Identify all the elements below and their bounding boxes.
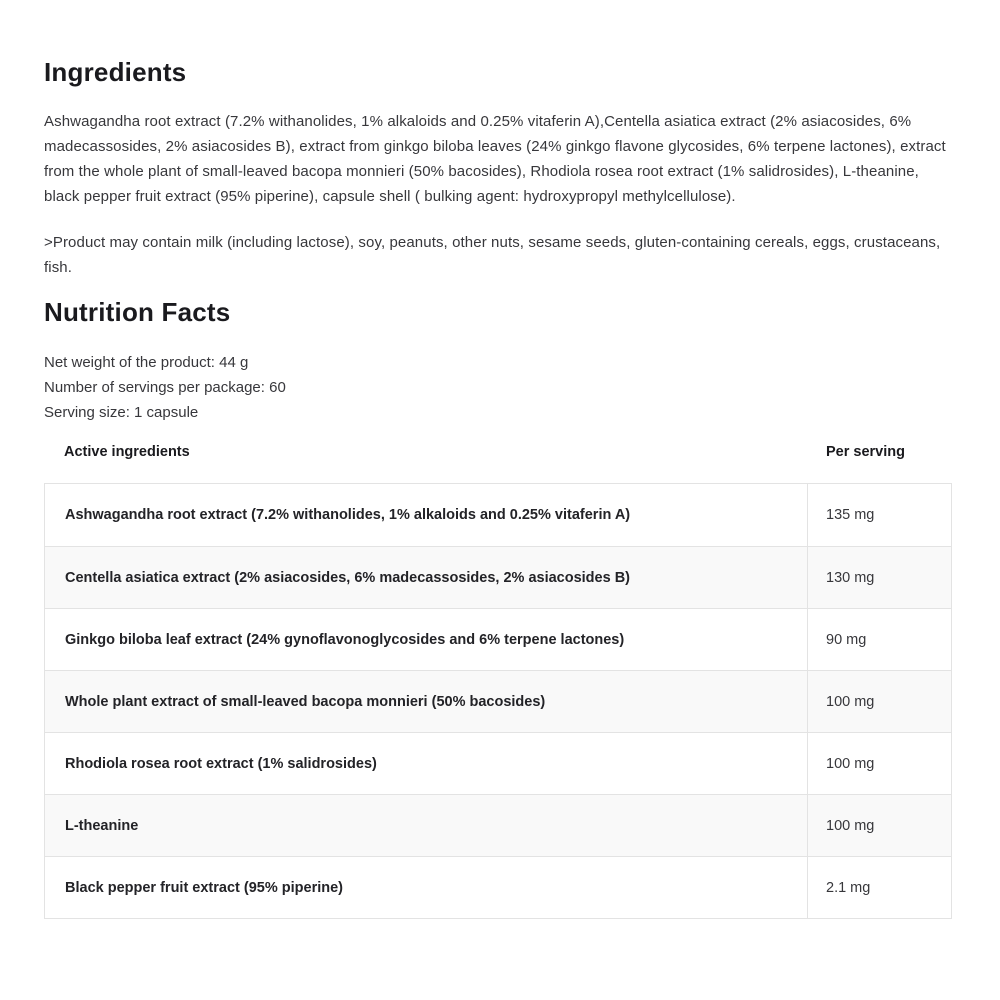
servings-per-package-line: Number of servings per package: 60 — [44, 379, 286, 396]
serving-size-line: Serving size: 1 capsule — [44, 404, 199, 421]
ingredients-title: Ingredients — [44, 57, 187, 87]
ingredients-body-text: Ashwagandha root extract (7.2% withanolides, 1% alkaloids and 0.25% vitaferin A),Centella asiatica extract (2% asiacosides, 6% madecassosides, 2% asiacosides B), extract from ginkgo biloba leaves (24% ginkgo flavone glycosides, 6% terpene lactones), extract from the whole plant of small-leaved bacopa monnieri (50% bacosides), Rhodiola rosea root extract (1% salidrosides), L-theanine, black pepper fruit extract (95% piperine), capsule shell ( bulking agent: hydroxypropyl methylcellulose). — [44, 113, 946, 205]
amount-cell: 90 mg — [826, 631, 867, 648]
column-header-active-ingredients: Active ingredients — [64, 444, 190, 460]
amount-cell: 2.1 mg — [826, 879, 871, 896]
amount-cell: 100 mg — [826, 755, 875, 772]
serving-info — [44, 350, 952, 425]
table-row — [45, 670, 951, 732]
table-row — [45, 794, 951, 856]
table-row — [45, 484, 951, 546]
ingredient-name-cell: Centella asiatica extract (2% asiacosides, 6% madecassosides, 2% asiacosides B) — [45, 547, 808, 608]
nutrition-facts-title: Nutrition Facts — [44, 297, 231, 327]
table-row — [45, 856, 951, 918]
table-row — [45, 546, 951, 608]
table-column-headers — [44, 444, 952, 460]
amount-cell: 100 mg — [826, 693, 875, 710]
ingredient-name-cell: Black pepper fruit extract (95% piperine) — [45, 857, 808, 918]
ingredient-name-cell: Ginkgo biloba leaf extract (24% gynoflavonoglycosides and 6% terpene lactones) — [45, 609, 808, 670]
ingredient-name-cell: Rhodiola rosea root extract (1% salidrosides) — [45, 733, 808, 794]
net-weight-line: Net weight of the product: 44 g — [44, 354, 249, 371]
ingredient-name-cell: Ashwagandha root extract (7.2% withanolides, 1% alkaloids and 0.25% vitaferin A) — [45, 484, 808, 546]
amount-cell: 100 mg — [826, 817, 875, 834]
table-row — [45, 732, 951, 794]
column-header-per-serving: Per serving — [826, 444, 905, 460]
ingredients-section — [44, 57, 952, 280]
active-ingredients-table — [44, 483, 952, 919]
ingredient-name-cell: Whole plant extract of small-leaved bacopa monnieri (50% bacosides) — [45, 671, 808, 732]
amount-cell: 135 mg — [826, 507, 875, 523]
table-row — [45, 608, 951, 670]
amount-cell: 130 mg — [826, 569, 875, 586]
allergen-note: >Product may contain milk (including lactose), soy, peanuts, other nuts, sesame seeds, gluten-containing cereals, eggs, crustaceans, fish. — [44, 234, 941, 276]
ingredient-name-cell: L-theanine — [45, 795, 808, 856]
nutrition-facts-section — [44, 297, 952, 919]
